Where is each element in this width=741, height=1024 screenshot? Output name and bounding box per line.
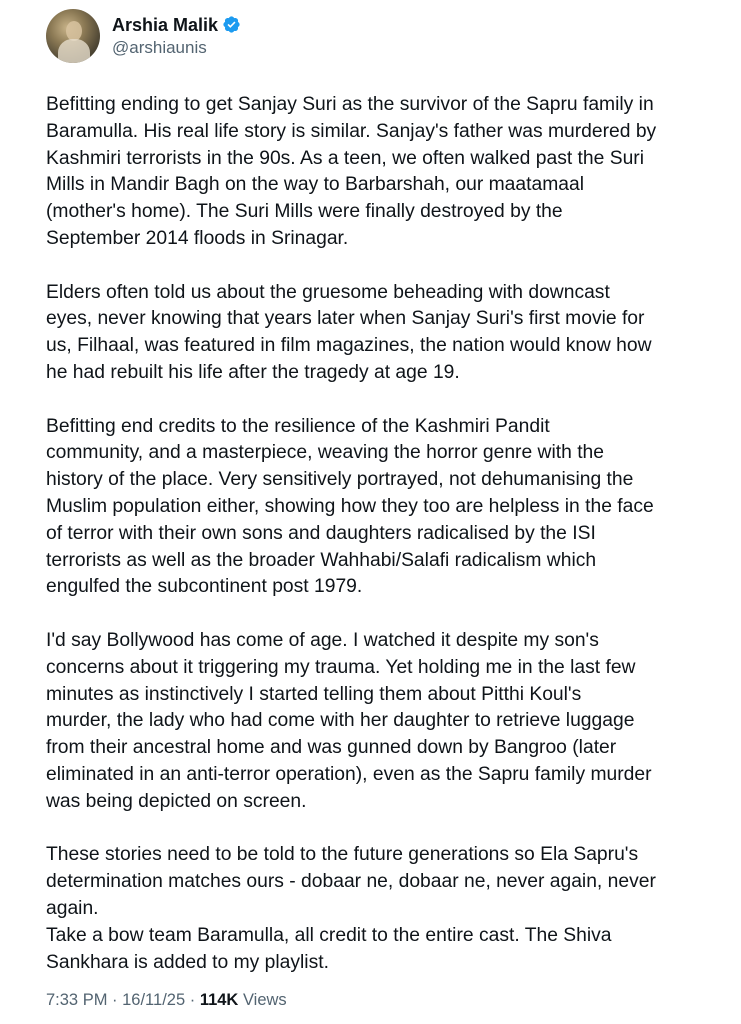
author-display-name[interactable]: Arshia Malik (112, 14, 219, 35)
tweet-time[interactable]: 7:33 PM (46, 991, 108, 1009)
views-label: Views (238, 991, 287, 1009)
views-count: 114K (199, 991, 239, 1009)
tweet-paragraph: Befitting end credits to the resilience of the Kashmiri Pandit community, and a masterpiece, weaving the horror genre with the history of the place. Very sensitively portrayed, not dehumanising the Muslim population either, showing how they too are helpless in the face of terror with their own sons and daughters radicalised by the ISI terrorists as well as the broader Wahhabi/Salafi radicalism which engulfed the subcontinent post 1979. (46, 415, 654, 598)
tweet-paragraph: These stories need to be told to the future generations so Ela Sapru's determination matches ours - dobaar ne, dobaar ne, never again, never again. (46, 844, 656, 919)
author-handle[interactable]: @arshiaunis (112, 37, 207, 57)
meta-separator: · (107, 991, 123, 1009)
tweet-text (46, 92, 726, 976)
tweet-date[interactable]: 16/11/25 (122, 991, 186, 1009)
tweet-paragraph: Elders often told us about the gruesome beheading with downcast eyes, never knowing that years later when Sanjay Suri's first movie for us, Filhaal, was featured in film magazines, the nation would know how he had rebuilt his life after the tragedy at age 19. (46, 281, 652, 383)
tweet-paragraph: I'd say Bollywood has come of age. I watched it despite my son's concerns about it triggering my trauma. Yet holding me in the last few minutes as instinctively I started telling them about Pitthi Koul's murder, the lady who had come with her daughter to retrieve luggage from their ancestral home and was gunned down by Bangroo (later eliminated in an anti-terror operation), even as the Sapru family murder was being depicted on screen. (46, 629, 652, 812)
tweet-paragraph: Take a bow team Baramulla, all credit to the entire cast. The Shiva Sankhara is added to my playlist. (46, 924, 612, 973)
meta-separator: · (185, 991, 200, 1009)
tweet-paragraph: Befitting ending to get Sanjay Suri as the survivor of the Sapru family in Baramulla. His real life story is similar. Sanjay's father was murdered by Kashmiri terrorists in the 90s. As a teen, we often walked past the Suri Mills in Mandir Bagh on the way to Barbarshah, our maatamaal (mother's home). The Suri Mills were finally destroyed by the September 2014 floods in Srinagar. (46, 94, 657, 249)
tweet-meta (46, 989, 287, 1011)
avatar-face (66, 21, 82, 41)
avatar[interactable] (46, 9, 100, 63)
author-name-row (112, 14, 241, 36)
verified-badge-icon (222, 15, 241, 34)
tweet-header (46, 9, 241, 63)
avatar-figure (58, 39, 90, 63)
author-names (112, 14, 241, 59)
